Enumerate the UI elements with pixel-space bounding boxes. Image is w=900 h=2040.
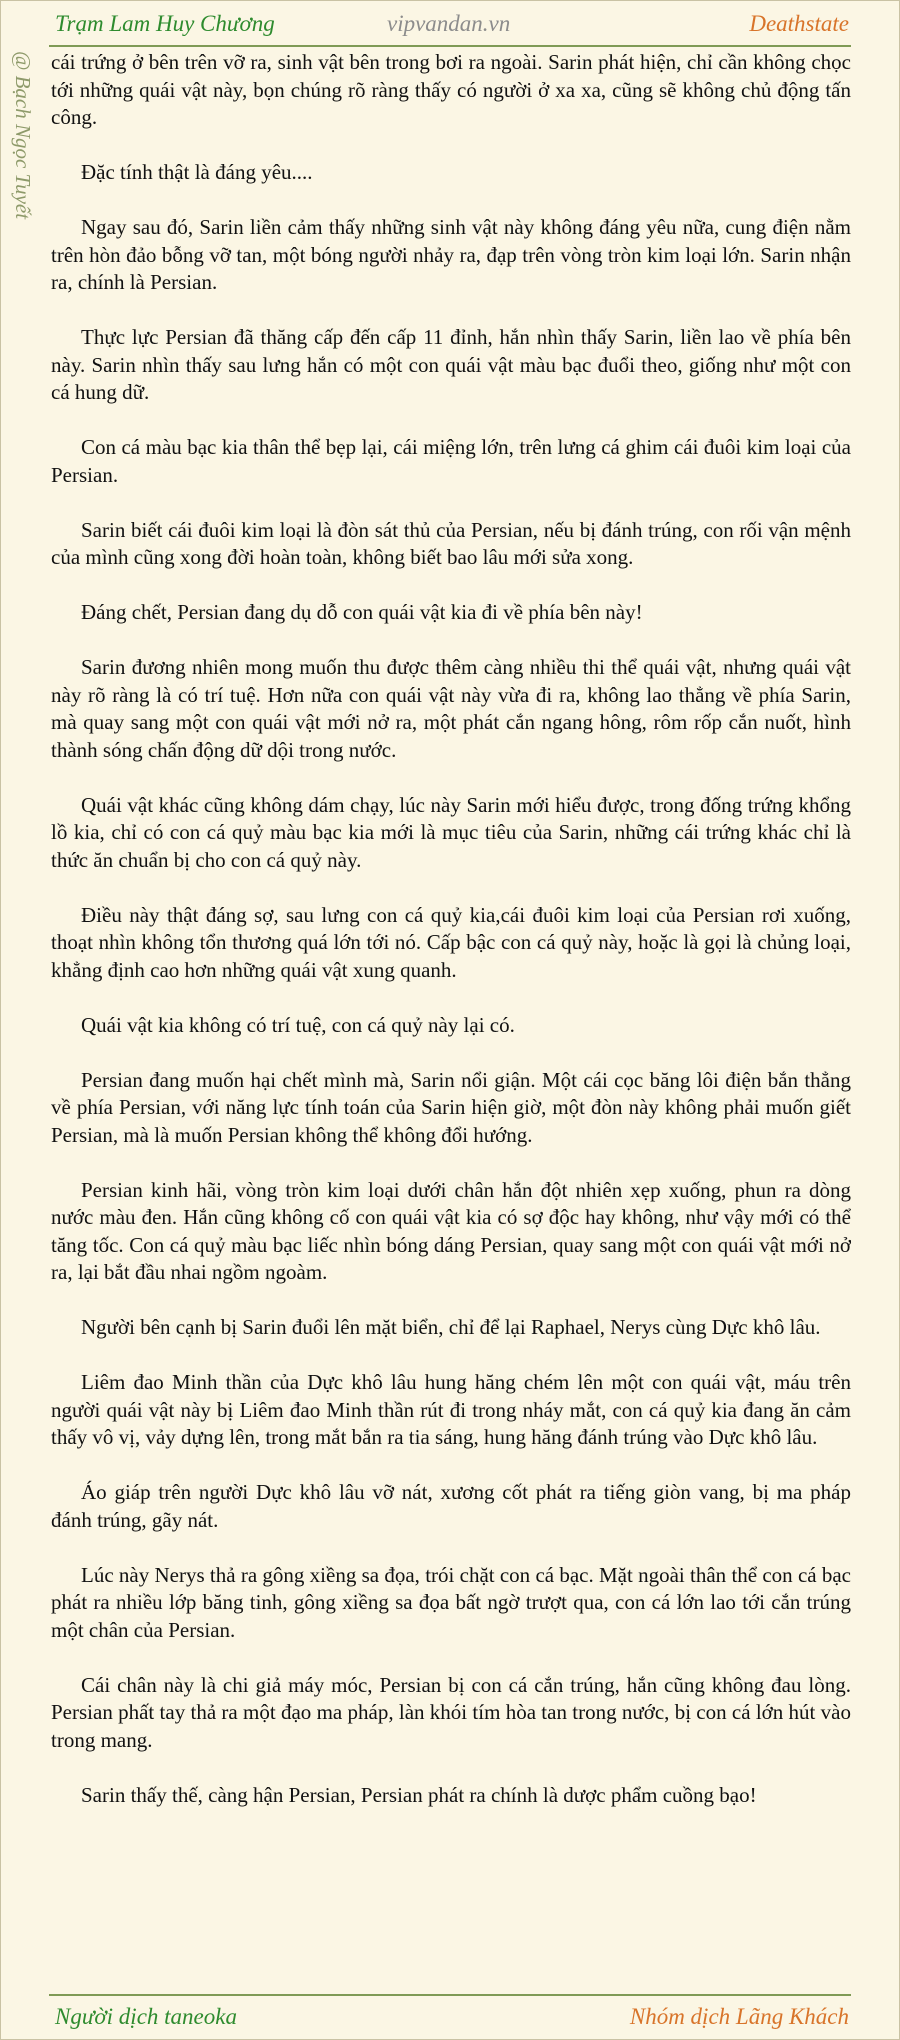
header-site-name: Trạm Lam Huy Chương <box>55 11 275 36</box>
paragraph: Áo giáp trên người Dực khô lâu vỡ nát, xương cốt phát ra tiếng giòn vang, bị ma pháp đánh trúng, gãy nát. <box>51 1480 851 1532</box>
paragraph: Quái vật khác cũng không dám chạy, lúc này Sarin mới hiểu được, trong đống trứng khổng lồ kia, chỉ có con cá quỷ màu bạc kia mới là mục tiêu của Sarin, những cái trứng khác chỉ là thức ăn chuẩn bị cho con cá quỷ này. <box>51 792 851 872</box>
paragraph: Persian kinh hãi, vòng tròn kim loại dưới chân hắn đột nhiên xẹp xuống, phun ra dòng nước màu đen. Hắn cũng không cố con quái vật kia có sợ độc hay không, như vậy mới có thể tăng tốc. Con cá quỷ màu bạc liếc nhìn bóng dáng Persian, quay sang một con quái vật mới nở ra, lại bắt đầu nhai ngồm ngoàm. <box>51 1177 851 1284</box>
paragraph: Đặc tính thật là đáng yêu.... <box>81 160 313 184</box>
footer-divider <box>49 1994 851 1996</box>
paragraph: cái trứng ở bên trên vỡ ra, sinh vật bên trong bơi ra ngoài. Sarin phát hiện, chỉ cần không chọc tới những quái vật này, bọn chúng rõ ràng thấy có người ở xa xa, cũng sẽ không chủ động tấn công. <box>51 50 851 129</box>
page-header <box>1 1 900 48</box>
paragraph: Thực lực Persian đã thăng cấp đến cấp 11 đỉnh, hắn nhìn thấy Sarin, liền lao về phía bên này. Sarin nhìn thấy sau lưng hắn có một con quái vật màu bạc đuổi theo, giống như một con cá hung dữ. <box>51 325 851 404</box>
paragraph: Sarin biết cái đuôi kim loại là đòn sát thủ của Persian, nếu bị đánh trúng, con rối vận mệnh của mình cũng xong đời hoàn toàn, không biết bao lâu mới sửa xong. <box>51 517 851 569</box>
paragraph: Sarin thấy thế, càng hận Persian, Persian phát ra chính là dược phẩm cuồng bạo! <box>81 1782 757 1807</box>
sidebar-credit: @ Bạch Ngọc Tuyết <box>11 51 35 220</box>
paragraph: Người bên cạnh bị Sarin đuổi lên mặt biển, chỉ để lại Raphael, Nerys cùng Dực khô lâu. <box>81 1315 821 1339</box>
header-divider <box>49 45 851 47</box>
paragraph: Con cá màu bạc kia thân thể bẹp lại, cái miệng lớn, trên lưng cá ghim cái đuôi kim loại của Persian. <box>51 435 851 487</box>
header-story-title: Deathstate <box>749 11 849 36</box>
paragraph: Quái vật kia không có trí tuệ, con cá quỷ này lại có. <box>81 1012 515 1037</box>
paragraph: Persian đang muốn hại chết mình mà, Sarin nổi giận. Một cái cọc băng lôi điện bắn thẳng về phía Persian, với năng lực tính toán của Sarin hiện giờ, một đòn này không phải muốn giết Persian, mà là muốn Persian không thể không đổi hướng. <box>51 1067 851 1147</box>
footer-group: Nhóm dịch Lãng Khách <box>629 2004 849 2029</box>
paragraph: Điều này thật đáng sợ, sau lưng con cá quỷ kia,cái đuôi kim loại của Persian rơi xuống, thoạt nhìn không tổn thương quá lớn tới nó. Cấp bậc con cá quỷ này, hoặc là gọi là chủng loại, khẳng định cao hơn những quái vật xung quanh. <box>51 902 851 982</box>
paragraph: Liêm đao Minh thần của Dực khô lâu hung hăng chém lên một con quái vật, máu trên người quái vật này bị Liêm đao Minh thần rút đi trong nháy mắt, con cá quỷ kia đang ăn cảm thấy vô vị, vảy dựng lên, trong mắt bắn ra tia sáng, hung hăng đánh trúng vào Dực khô lâu. <box>51 1370 851 1449</box>
paragraph: Sarin đương nhiên mong muốn thu được thêm càng nhiều thi thể quái vật, nhưng quái vật này rõ ràng là có trí tuệ. Hơn nữa con quái vật này vừa đi ra, không lao thẳng về phía Sarin, mà quay sang một con quái vật mới nở ra, một phát cắn ngang hông, rôm rốp cắn nuốt, hình thành sóng chấn động dữ dội trong nước. <box>51 655 851 762</box>
paragraph: Lúc này Nerys thả ra gông xiềng sa đọa, trói chặt con cá bạc. Mặt ngoài thân thể con cá bạc phát ra nhiều lớp băng tinh, gông xiềng sa đọa bất ngờ trượt qua, con cá lớn lao tới cắn trúng một chân của Persian. <box>51 1562 851 1642</box>
header-website: vipvandan.vn <box>387 11 511 36</box>
paragraph: Đáng chết, Persian đang dụ dỗ con quái vật kia đi về phía bên này! <box>81 600 643 624</box>
paragraph: Ngay sau đó, Sarin liền cảm thấy những sinh vật này không đáng yêu nữa, cung điện nằm trên hòn đảo bỗng vỡ tan, một bóng người nhảy ra, đạp trên vòng tròn kim loại lớn. Sarin nhận ra, chính là Persian. <box>51 215 851 294</box>
paragraph: Cái chân này là chi giả máy móc, Persian bị con cá cắn trúng, hắn cũng không đau lòng. Persian phất tay thả ra một đạo ma pháp, làn khói tím hòa tan trong nước, bị con cá lớn hút vào trong mang. <box>51 1672 851 1752</box>
footer-translator: Người dịch taneoka <box>55 2004 237 2029</box>
chapter-content <box>51 49 851 1989</box>
page-footer <box>1 1998 900 2038</box>
